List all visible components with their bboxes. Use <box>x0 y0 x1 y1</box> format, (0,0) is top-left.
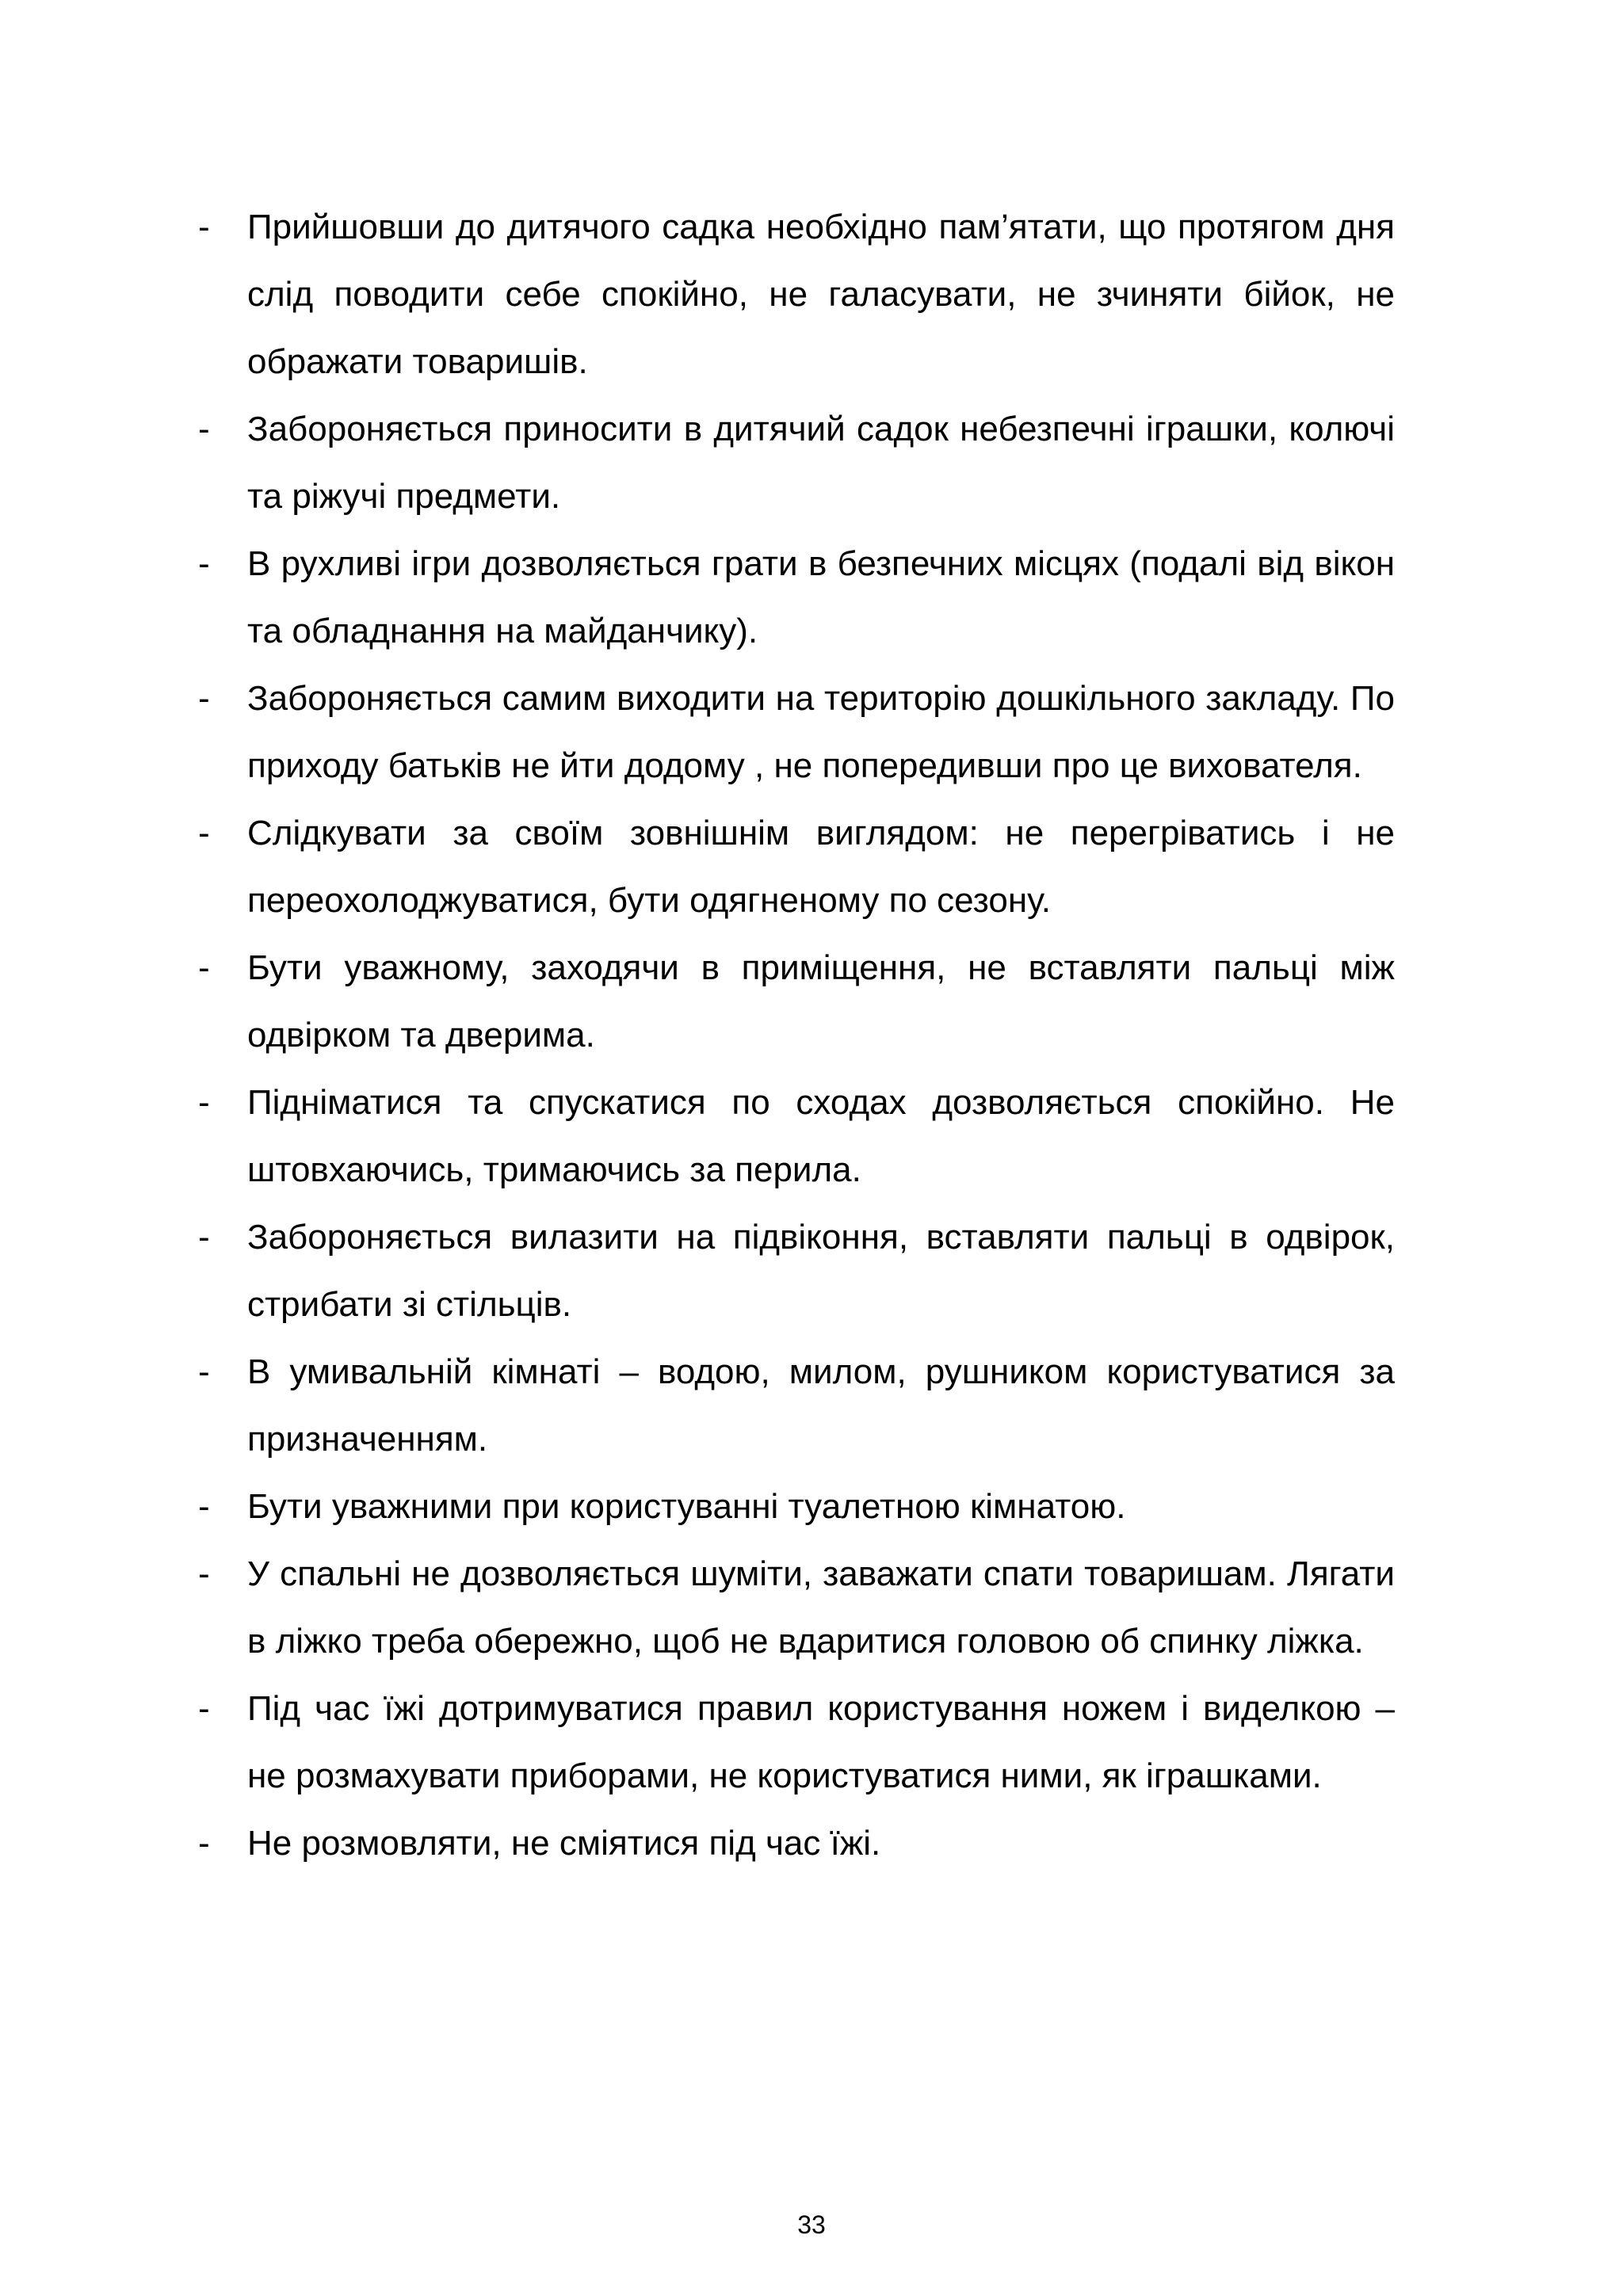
rule-text: Прийшовши до дитячого садка необхідно пам’ятати, що протягом дня слід поводити себе спокійно, не галасувати, не зчиняти бійок, не ображати товаришів. <box>247 208 1395 381</box>
list-item <box>198 799 1395 934</box>
bullet-dash: - <box>198 1218 210 1257</box>
list-item <box>198 1473 1395 1540</box>
bullet-dash: - <box>198 208 210 246</box>
rule-text: Під час їжі дотримуватися правил користування ножем і виделкою – не розмахувати приборами, не користуватися ними, як іграшками. <box>247 1689 1395 1795</box>
bullet-dash: - <box>198 1352 210 1391</box>
rule-text: Не розмовляти, не сміятися під час їжі. <box>247 1824 881 1863</box>
list-item <box>198 665 1395 799</box>
rules-list <box>198 193 1395 1877</box>
rule-text: В рухливі ігри дозволяється грати в безпечних місцях (подалі від вікон та обладнання на майданчику). <box>247 544 1395 650</box>
list-item <box>198 1203 1395 1338</box>
rule-text: Слідкувати за своїм зовнішнім виглядом: не перегріватись і не переохолоджуватися, бути одягненому по сезону. <box>247 814 1395 920</box>
page-number: 33 <box>797 2210 826 2239</box>
bullet-dash: - <box>198 1487 210 1526</box>
list-item <box>198 1338 1395 1473</box>
list-item <box>198 1069 1395 1203</box>
bullet-dash: - <box>198 814 210 852</box>
bullet-dash: - <box>198 1689 210 1728</box>
bullet-dash: - <box>198 410 210 448</box>
rule-text: Забороняється вилазити на підвіконня, вставляти пальці в одвірок, стрибати зі стільців. <box>247 1218 1395 1324</box>
list-item <box>198 530 1395 665</box>
bullet-dash: - <box>198 1083 210 1122</box>
rule-text: У спальні не дозволяється шуміти, заважати спати товаришам. Лягати в ліжко треба обережно, щоб не вдаритися головою об спинку ліжка. <box>247 1554 1395 1661</box>
rule-text: Забороняється приносити в дитячий садок небезпечні іграшки, колючі та ріжучі предмети. <box>247 410 1395 516</box>
list-item <box>198 395 1395 530</box>
list-item <box>198 1810 1395 1877</box>
list-item <box>198 193 1395 395</box>
bullet-dash: - <box>198 544 210 583</box>
rule-text: Бути уважними при користуванні туалетною кімнатою. <box>247 1487 1126 1526</box>
rule-text: В умивальній кімнаті – водою, милом, рушником користуватися за призначенням. <box>247 1352 1395 1459</box>
rule-text: Забороняється самим виходити на територію дошкільного закладу. По приходу батьків не йти додому , не попередивши про це вихователя. <box>247 679 1395 785</box>
bullet-dash: - <box>198 1824 210 1863</box>
bullet-dash: - <box>198 679 210 718</box>
rule-text: Бути уважному, заходячи в приміщення, не вставляти пальці між одвірком та дверима. <box>247 948 1395 1055</box>
list-item <box>198 934 1395 1069</box>
list-item <box>198 1675 1395 1810</box>
list-item <box>198 1540 1395 1675</box>
bullet-dash: - <box>198 948 210 987</box>
rule-text: Підніматися та спускатися по сходах дозволяється спокійно. Не штовхаючись, тримаючись за перила. <box>247 1083 1395 1189</box>
bullet-dash: - <box>198 1554 210 1593</box>
